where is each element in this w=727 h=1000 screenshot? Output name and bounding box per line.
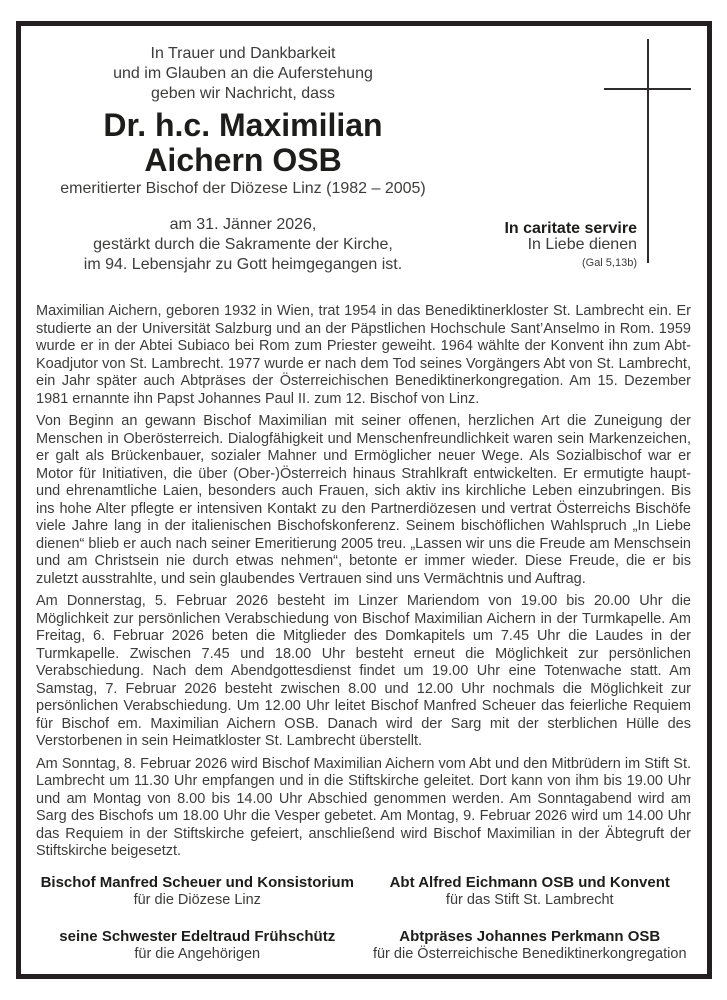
signature-role: für die Österreichische Benediktinerkongregation [372,945,687,962]
notice-frame [16,21,712,979]
signature-name: Bischof Manfred Scheuer und Konsistorium [40,873,354,891]
signature-block [36,874,691,963]
death-announcement [36,215,450,275]
paragraph-biography: Maximilian Aichern, geboren 1932 in Wien, trat 1954 in das Benediktinerkloster St. Lambrecht ein. Er studierte an der Universität Salzburg und an der Päpstlichen Hochschule Sant’Anselmo in Rom. 1959 wurde er in der Abtei Subiaco bei Rom zum Priester geweiht. 1964 wählte der Konvent ihn zum Abt-Koadjutor von St. Lambrecht. 1977 wurde er nach dem Tod seines Vorgängers Abt von St. Lambrecht, ein Jahr später auch Abtpräses der Österreichischen Benediktinerkongregation. Am 15. Dezember 1981 ernannte ihn Papst Johannes Paul II. zum 12. Bischof von Linz. [36,303,691,407]
signature-role: für das Stift St. Lambrecht [445,891,614,908]
intro-line-2: und im Glauben an die Auferstehung [113,65,373,82]
deceased-name [36,108,450,178]
signature-scheuer [36,874,359,909]
paragraph-farewell-lambrecht: Am Sonntag, 8. Februar 2026 wird Bischof Maximilian Aichern vom Abt und den Mitbrüdern im Stift St. Lambrecht um 11.30 Uhr empfangen und in die Stiftskirche geleitet. Dort kann von ihm bis 19.00 Uhr und am Montag von 8.00 bis 14.00 Uhr Abschied genommen werden. Am Sonntagabend wird am Sarg des Bischofs um 18.00 Uhr die Vesper gebetet. Am Montag, 9. Februar 2026 wird um 14.00 Uhr das Requiem in der Stiftskirche gefeiert, anschließend wird Bischof Maximilian in der Äbtegruft der Stiftskirche beigesetzt. [36,755,691,859]
motto-latin: In caritate servire [504,220,637,237]
paragraph-farewell-linz: Am Donnerstag, 5. Februar 2026 besteht im Linzer Mariendom von 19.00 bis 20.00 Uhr die Möglichkeit zur persönlichen Verabschiedung von Bischof Maximilian Aichern in der Turmkapelle. Am Freitag, 6. Februar 2026 beten die Mitglieder des Domkapitels um 7.45 Uhr die Laudes in der Turmkapelle. Zwischen 7.45 und 18.00 Uhr besteht erneut die Möglichkeit zur persönlichen Verabschiedung. Nach dem Abendgottesdienst findet um 19.00 Uhr eine Totenwache statt. Am Samstag, 7. Februar 2026 besteht zwischen 8.00 und 12.00 Uhr nochmals die Möglichkeit zur persönlichen Verabschiedung. Um 12.00 Uhr leitet Bischof Manfred Scheuer das feierliche Requiem für Bischof em. Maximilian Aichern OSB. Danach wird der Sarg mit der sterblichen Hülle des Verstorbenen in sein Heimatkloster St. Lambrecht überstellt. [36,593,691,749]
header-left-column [36,44,450,275]
paragraph-legacy: Von Beginn an gewann Bischof Maximilian mit seiner offenen, herzlichen Art die Zuneigung der Menschen in Oberösterreich. Dialogfähigkeit und Menschenfreundlichkeit waren sein Markenzeichen, er galt als Brückenbauer, sozialer Mahner und Ermöglicher neuer Wege. Als Sozialbischof war er Motor für Initiativen, die über (Ober-)Österreich hinaus Strahlkraft entwickelten. Er ermutigte haupt- und ehrenamtliche Laien, besonders auch Frauen, sich aktiv ins kirchliche Leben einzubringen. Bis ins hohe Alter pflegte er intensiven Kontakt zu den Partnerdiözesen und vertrat Österreichs Bischöfe viele Jahre lang in der italienischen Bischofskonferenz. Seinem bischöflichen Wahlspruch „In Liebe dienen“ blieb er auch nach seiner Emeritierung 2005 treu. „Lassen wir uns die Freude am Menschsein und am Christsein nie durch etwas nehmen“, betonte er immer wieder. Diese Freude, die er bis zuletzt ausstrahlte, und sein glaubendes Vertrauen sind uns Vermächtnis und Auftrag. [36,413,691,587]
cross-stem [647,39,649,263]
deceased-name-line-2: Aichern OSB [144,142,342,178]
deceased-title: emeritierter Bischof der Diözese Linz (1982 – 2005) [60,180,426,197]
signature-name: Abt Alfred Eichmann OSB und Konvent [389,873,670,891]
cross-bar [604,88,691,90]
signature-eichmann [369,874,692,909]
deceased-name-line-1: Dr. h.c. Maximilian [103,107,383,143]
motto-citation: (Gal 5,13b) [581,257,637,269]
signature-fruehschuetz [36,928,359,963]
notice-content [21,26,707,974]
signature-role: für die Angehörigen [134,945,261,962]
death-line-3: im 94. Lebensjahr zu Gott heimgegangen ist. [83,256,403,273]
death-line-1: am 31. Jänner 2026, [169,216,317,233]
obituary-body [36,303,691,861]
signature-name: Abtpräses Johannes Perkmann OSB [399,927,661,945]
signature-name: seine Schwester Edeltraud Frühschütz [59,927,336,945]
motto-german: In Liebe dienen [527,236,637,253]
signature-role: für die Diözese Linz [133,891,261,908]
intro-line-1: In Trauer und Dankbarkeit [150,45,336,62]
notice-header [36,44,691,277]
motto-block [504,220,637,269]
intro-line-3: geben wir Nachricht, dass [150,85,336,102]
signature-perkmann [369,928,692,963]
death-line-2: gestärkt durch die Sakramente der Kirche, [93,236,393,253]
